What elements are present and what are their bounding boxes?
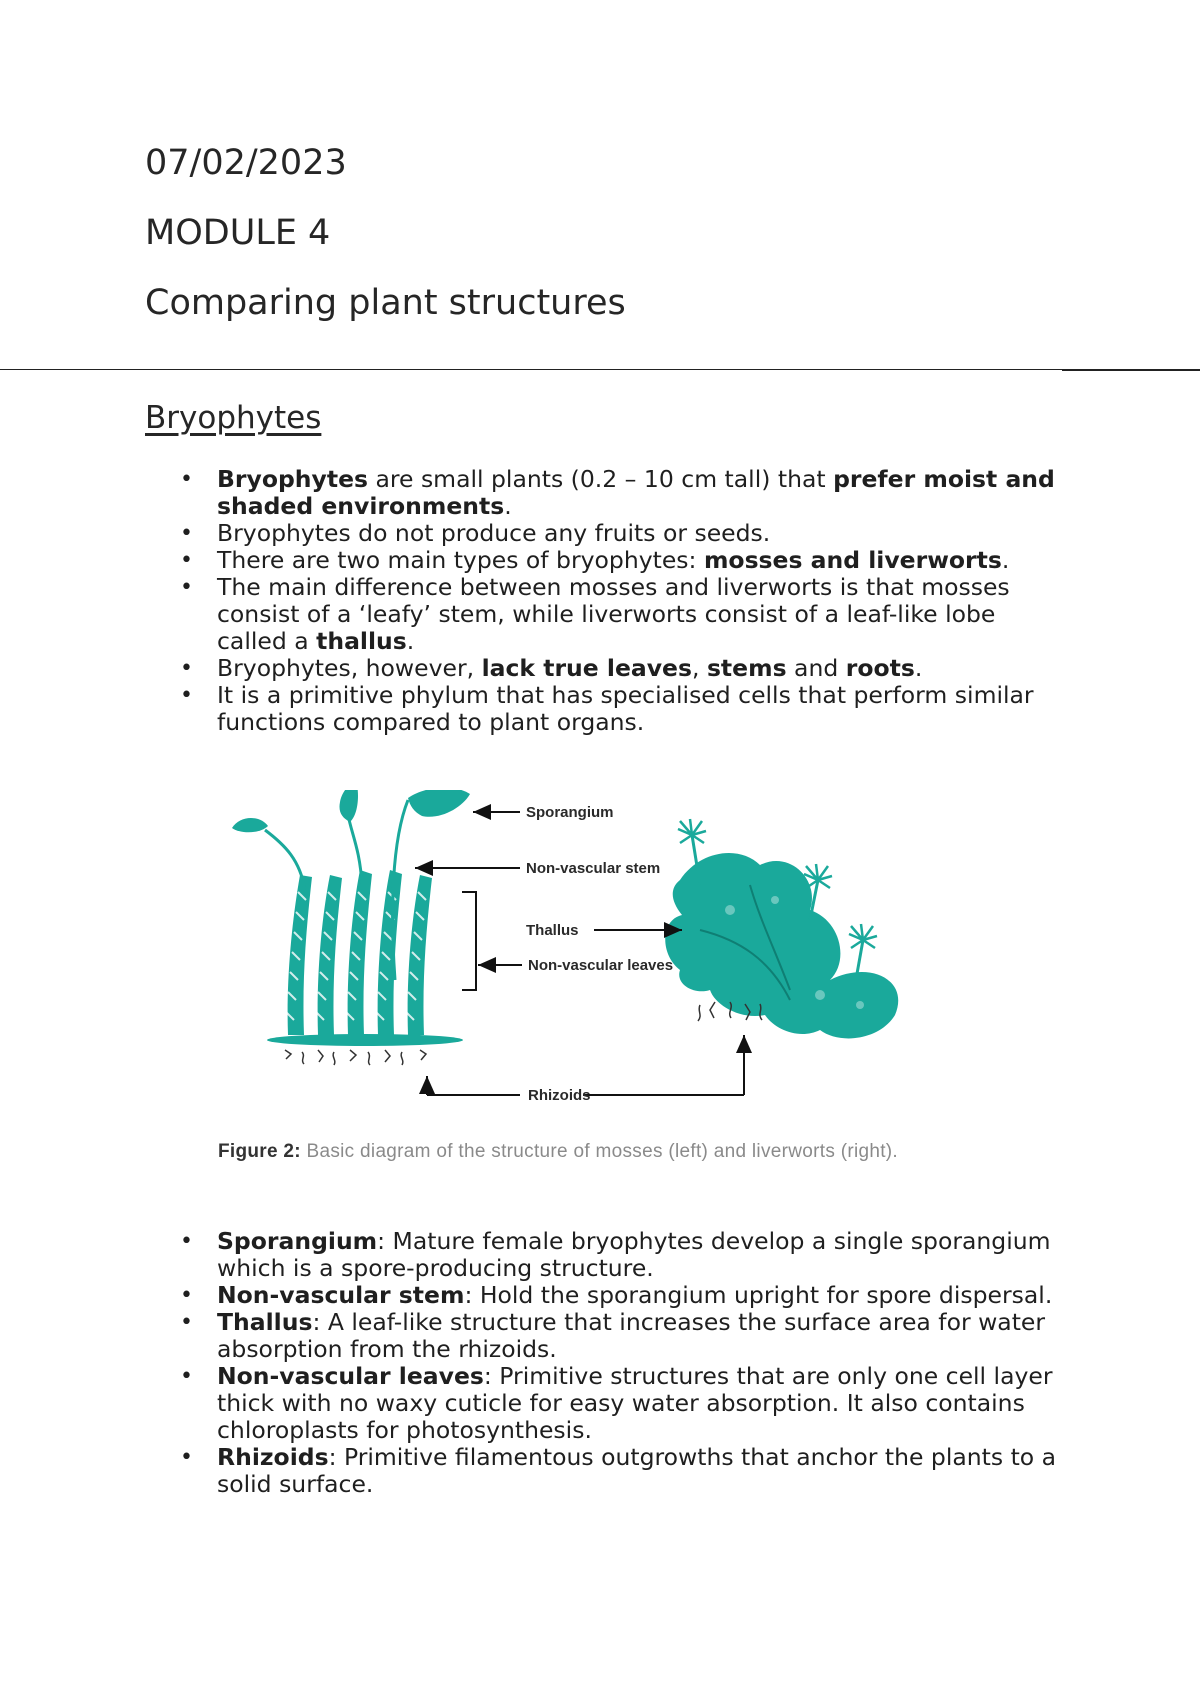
bullet-text: . — [504, 492, 512, 520]
bullet-icon: • — [180, 1445, 193, 1470]
definition-bullet-list — [145, 1228, 1065, 1498]
intro-bullet-item — [145, 682, 1065, 736]
intro-bullet-item — [145, 655, 1065, 682]
bullet-text: and — [786, 654, 846, 682]
bullet-text: : Primitive structures that are only one cell layer thick with no waxy cuticle for easy water absorption. It also contains chloroplasts for photosynthesis. — [217, 1362, 1053, 1444]
horizontal-divider-tail — [1062, 370, 1200, 371]
bullet-icon: • — [180, 521, 193, 546]
intro-bullet-item — [145, 547, 1065, 574]
bullet-text: : A leaf-like structure that increases the surface area for water absorption from the rhizoids. — [217, 1308, 1046, 1363]
bullet-icon: • — [180, 467, 193, 492]
liverwort-plant-illustration — [665, 819, 898, 1038]
bold-term: roots — [845, 654, 915, 682]
bullet-text: : Primitive filamentous outgrowths that anchor the plants to a solid surface. — [217, 1443, 1057, 1498]
bold-term: Rhizoids — [217, 1443, 329, 1471]
label-non-vascular-stem: Non-vascular stem — [526, 860, 661, 877]
intro-bullet-list — [145, 466, 1065, 736]
bullet-text: . — [406, 627, 415, 655]
figure-caption — [218, 1141, 898, 1163]
intro-bullet-item — [145, 466, 1065, 520]
moss-plant-illustration — [232, 790, 476, 1065]
module-title: MODULE 4 — [145, 213, 331, 253]
bold-term: thallus — [316, 627, 407, 655]
bullet-icon: • — [180, 1310, 193, 1335]
bullet-text: . — [914, 654, 923, 682]
section-heading: Bryophytes — [145, 400, 322, 436]
label-non-vascular-leaves: Non-vascular leaves — [528, 957, 674, 974]
bullet-text: Bryophytes, however, — [217, 654, 482, 682]
figure-caption-label: Figure 2: — [218, 1141, 301, 1162]
bold-term: prefer moist and shaded environments — [217, 465, 1055, 520]
bullet-text: , — [691, 654, 707, 682]
bold-term: stems — [706, 654, 787, 682]
bold-term: Bryophytes — [217, 465, 368, 493]
bullet-icon: • — [180, 1364, 193, 1389]
bullet-text: The main difference between mosses and liverworts is that mosses consist of a ‘leafy’ stem, while liverworts consist of a leaf-like lobe called a — [217, 573, 1010, 655]
bold-term: Thallus — [217, 1308, 313, 1336]
bullet-text: Bryophytes do not produce any fruits or seeds. — [217, 519, 771, 547]
bold-term: Sporangium — [217, 1227, 378, 1255]
bryophyte-diagram-svg — [230, 790, 1010, 1110]
intro-bullet-item — [145, 574, 1065, 655]
bullet-text: There are two main types of bryophytes: — [217, 546, 704, 574]
label-rhizoids: Rhizoids — [528, 1087, 591, 1104]
horizontal-divider — [0, 369, 1200, 370]
intro-bullet-item — [145, 520, 1065, 547]
document-date: 07/02/2023 — [145, 143, 347, 183]
bullet-text: It is a primitive phylum that has specialised cells that perform similar functions compared to plant organs. — [217, 681, 1034, 736]
bullet-icon: • — [180, 575, 193, 600]
bullet-text: : Hold the sporangium upright for spore dispersal. — [464, 1281, 1053, 1309]
page-title: Comparing plant structures — [145, 283, 626, 323]
definition-bullet-item — [145, 1228, 1065, 1282]
bullet-icon: • — [180, 656, 193, 681]
bold-term: Non-vascular stem — [217, 1281, 465, 1309]
bryophyte-diagram — [230, 790, 1010, 1110]
definition-bullet-item — [145, 1444, 1065, 1498]
figure-caption-text: Basic diagram of the structure of mosses (left) and liverworts (right). — [300, 1141, 899, 1162]
label-sporangium: Sporangium — [526, 804, 614, 821]
bullet-text: are small plants (0.2 – 10 cm tall) that — [368, 465, 834, 493]
label-thallus: Thallus — [526, 922, 579, 939]
bullet-icon: • — [180, 1283, 193, 1308]
bold-term: mosses and liverworts — [703, 546, 1002, 574]
definition-bullet-item — [145, 1309, 1065, 1363]
bullet-text: : Mature female bryophytes develop a single sporangium which is a spore-producing structure. — [217, 1227, 1051, 1282]
bold-term: Non-vascular leaves — [217, 1362, 484, 1390]
bold-term: lack true leaves — [481, 654, 692, 682]
bullet-icon: • — [180, 1229, 193, 1254]
bullet-icon: • — [180, 548, 193, 573]
definition-bullet-item — [145, 1363, 1065, 1444]
definition-bullet-item — [145, 1282, 1065, 1309]
bullet-icon: • — [180, 683, 193, 708]
bullet-text: . — [1001, 546, 1010, 574]
